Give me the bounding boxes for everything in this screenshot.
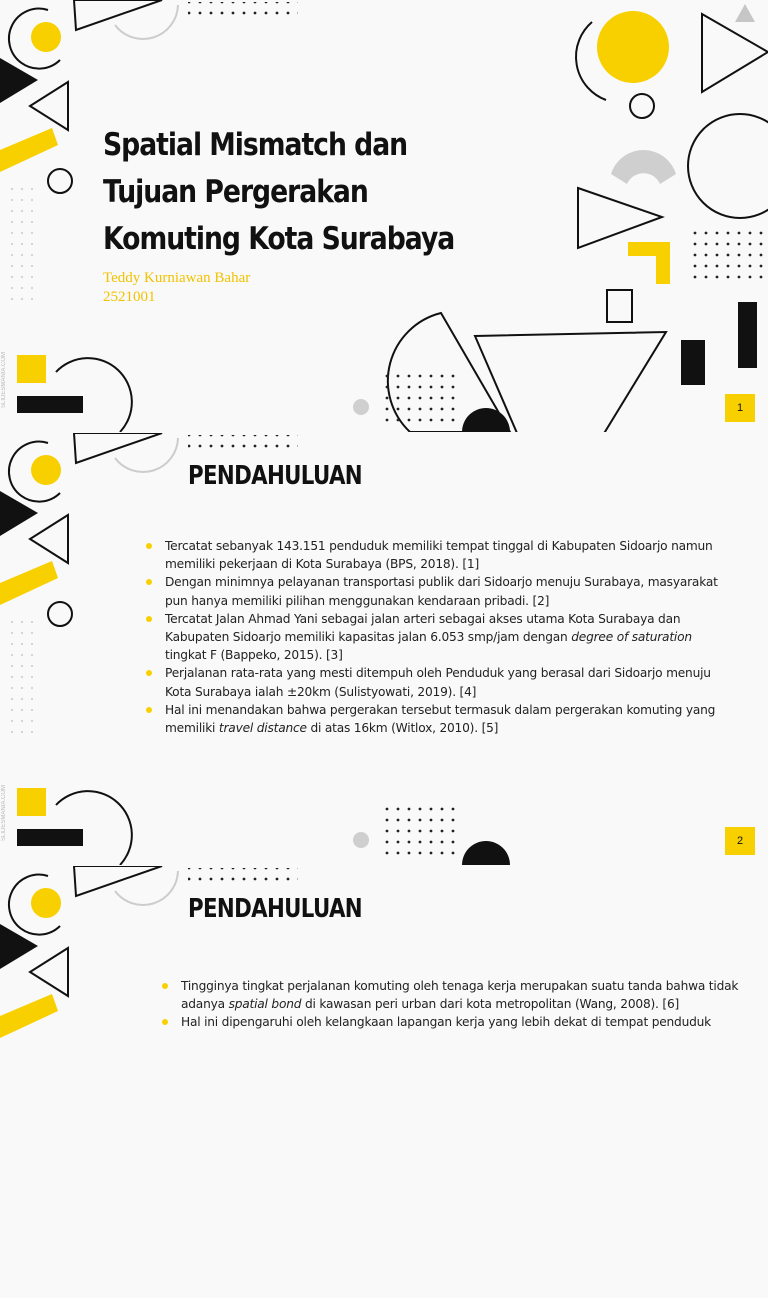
list-item: Tingginya tingkat perjalanan komuting oleh tenaga kerja merupakan suatu tanda bahwa tidak adanya spatial bond di kawasan peri urban dari kota metropolitan (Wang, 2008). [6] (161, 977, 741, 1013)
bullet-dot-icon (146, 579, 152, 585)
section-heading: PENDAHULUAN (188, 461, 362, 491)
bullet-dot-icon (162, 983, 168, 989)
list-item: Tercatat sebanyak 143.151 penduduk memiliki tempat tinggal di Kabupaten Sidoarjo namun memiliki pekerjaan di Kota Surabaya (BPS, 2018). [1] (145, 537, 725, 573)
bullet-dot-icon (146, 670, 152, 676)
list-item: Hal ini dipengaruhi oleh kelangkaan lapangan kerja yang lebih dekat di tempat penduduk (161, 1013, 741, 1031)
page-number-badge: 1 (725, 394, 755, 422)
author-name: Teddy Kurniawan Bahar (103, 270, 251, 286)
bullet-dot-icon (146, 707, 152, 713)
slide-2[interactable] (0, 433, 768, 865)
credit-text: SLIDESMANIA.COM (1, 352, 7, 409)
slide-1[interactable] (0, 0, 768, 432)
list-item: Perjalanan rata-rata yang mesti ditempuh oleh Penduduk yang berasal dari Sidoarjo menuju Kota Surabaya ialah ±20km (Sulistyowati, 2019). [4] (145, 664, 725, 700)
author-block (103, 269, 250, 307)
bullet-dot-icon (146, 616, 152, 622)
presentation-title: Spatial Mismatch dan Tujuan Pergerakan Komuting Kota Surabaya (103, 127, 455, 257)
list-item: Dengan minimnya pelayanan transportasi publik dari Sidoarjo menuju Surabaya, masyarakat pun hanya memiliki pilihan menggunakan kendaraan pribadi. [2] (145, 573, 725, 609)
student-id: 2521001 (103, 289, 156, 305)
credit-text: SLIDESMANIA.COM (1, 785, 7, 842)
bullet-list (145, 537, 725, 737)
decorative-shapes (0, 866, 768, 1298)
section-heading: PENDAHULUAN (188, 894, 362, 924)
list-item: Tercatat Jalan Ahmad Yani sebagai jalan arteri sebagai akses utama Kota Surabaya dan Kabupaten Sidoarjo memiliki kapasitas jalan 6.053 smp/jam dengan degree of saturation tingkat F (Bappeko, 2015). [3] (145, 610, 725, 665)
bullet-dot-icon (146, 543, 152, 549)
bullet-list (161, 977, 741, 1032)
slide-3[interactable] (0, 866, 768, 1298)
page-number-badge: 2 (725, 827, 755, 855)
list-item: Hal ini menandakan bahwa pergerakan tersebut termasuk dalam pergerakan komuting yang memiliki travel distance di atas 16km (Witlox, 2010). [5] (145, 701, 725, 737)
bullet-dot-icon (162, 1019, 168, 1025)
